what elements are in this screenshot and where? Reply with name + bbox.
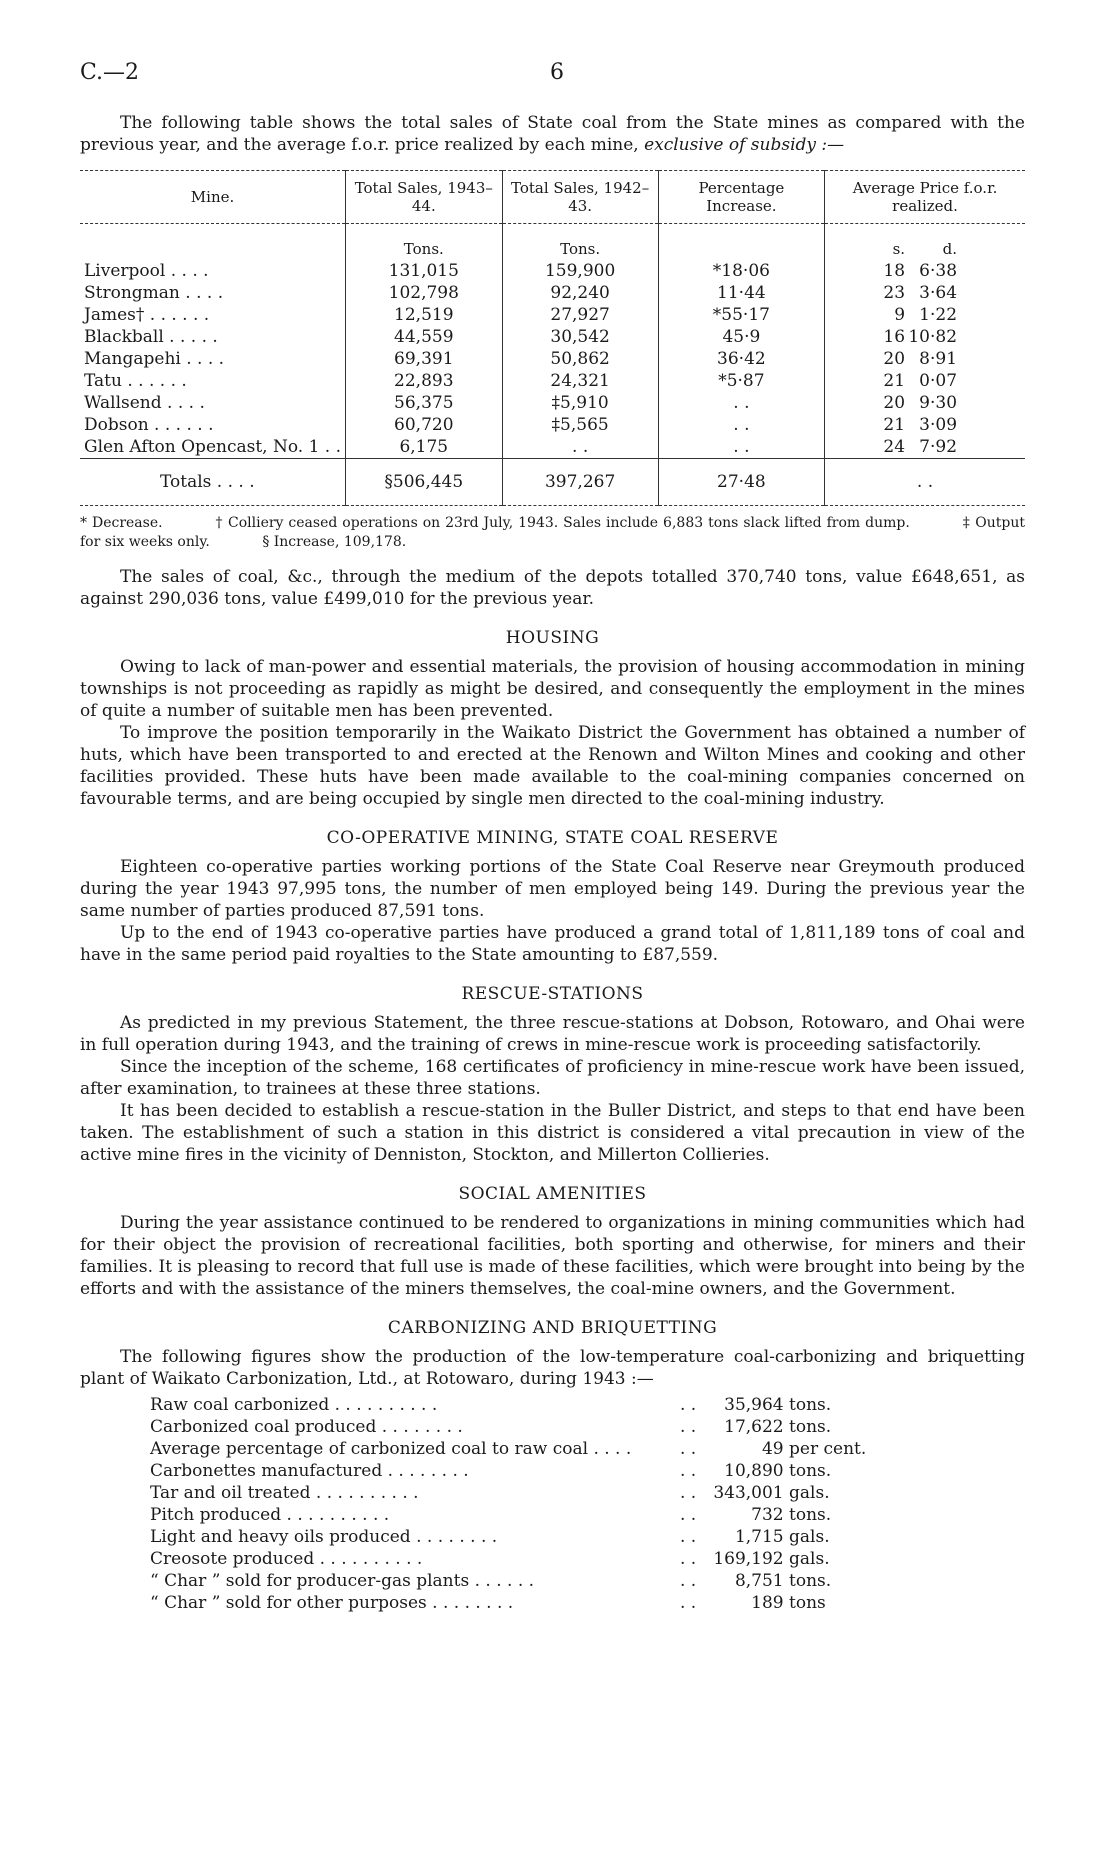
totals-percentage: 27·48 [658, 459, 824, 506]
item-value: 8,751 [734, 1571, 784, 1591]
sales-1943: 102,798 [346, 282, 503, 304]
percentage: 45·9 [658, 326, 824, 348]
item-unit: gals. [789, 1549, 830, 1569]
depots-paragraph: The sales of coal, &c., through the medium of the depots totalled 370,740 tons, value £648,651, as against 290,036 tons, value £499,010 for the previous year. [80, 567, 1025, 609]
item-value: 169,192 [713, 1549, 784, 1569]
unit-tons: Tons. [346, 224, 503, 261]
mine-name: Mangapehi . . . . [84, 349, 225, 369]
list-item: Carbonized coal produced . . . . . . . . . . 17,622 tons. [150, 1417, 832, 1437]
mine-name: Glen Afton Opencast, No. 1 . . [84, 437, 342, 457]
price-shillings: 24 [883, 437, 906, 457]
intro-text: The following table shows the total sales of State coal from the State mines as compared with the previous year, and the average f.o.r. price realized by each mine, [80, 113, 1025, 155]
sales-1942: 50,862 [502, 348, 658, 370]
mine-name: Tatu . . . . . . [84, 371, 187, 391]
percentage: *55·17 [658, 304, 824, 326]
price-shillings: 23 [883, 283, 906, 303]
table-row [80, 370, 1025, 392]
sales-1942: 27,927 [502, 304, 658, 326]
item-unit: tons. [789, 1461, 832, 1481]
item-value: 49 [761, 1439, 784, 1459]
paragraph: It has been decided to establish a rescue-station in the Buller District, and steps to that end have been taken. The establishment of such a station in this district is considered a vital precaution in view of the active mine fires in the vicinity of Denniston, Stockton, and Millerton Collieries. [80, 1101, 1025, 1165]
item-value: 1,715 [734, 1527, 784, 1547]
list-item: Carbonettes manufactured . . . . . . . . . . 10,890 tons. [150, 1461, 832, 1481]
table-row [80, 348, 1025, 370]
price-pence: 7·92 [919, 437, 958, 457]
production-list [150, 1394, 867, 1614]
paragraph: As predicted in my previous Statement, the three rescue-stations at Dobson, Rotowaro, and Ohai were in full operation during 1943, and the training of crews in mine-rescue work is proceeding satisfactorily. [80, 1013, 1025, 1055]
price-shillings: 9 [894, 305, 906, 325]
mine-name: James† . . . . . . [84, 305, 210, 325]
percentage: 11·44 [658, 282, 824, 304]
totals-sales-1942: 397,267 [502, 459, 658, 506]
table-row [80, 304, 1025, 326]
item-unit: tons. [789, 1571, 832, 1591]
mine-name: Liverpool . . . . [84, 261, 209, 281]
price-pence: 1·22 [919, 305, 958, 325]
list-item: “ Char ” sold for producer-gas plants . . . . . . . . 8,751 tons. [150, 1571, 832, 1591]
item-unit: gals. [789, 1527, 830, 1547]
unit-pence: d. [942, 240, 958, 258]
footnote: † Colliery ceased operations on 23rd July, 1943. Sales include 6,883 tons slack lifted from dump. [215, 515, 910, 531]
item-value: 10,890 [724, 1461, 784, 1481]
paragraph: Owing to lack of man-power and essential materials, the provision of housing accommodation in mining townships is not proceeding as rapidly as might be desired, and consequently the employment in the mines of quite a number of suitable men has been prevented. [80, 657, 1025, 721]
table-row [80, 392, 1025, 414]
footnote: ‡ Output for six weeks only. [80, 515, 1025, 550]
sales-1942: 92,240 [502, 282, 658, 304]
item-label: “ Char ” sold for other purposes . . . . . . . . [150, 1593, 514, 1613]
header-percentage: Percentage Increase. [658, 171, 824, 224]
totals-price: . . [825, 459, 1025, 506]
page-header [80, 60, 1025, 104]
header-sales-1942: Total Sales, 1942–43. [502, 171, 658, 224]
table-footnotes [80, 514, 1025, 552]
list-item: Creosote produced . . . . . . . . . . . . 169,192 gals. [150, 1549, 830, 1569]
report-id: C.—2 [80, 60, 140, 85]
mine-name: Dobson . . . . . . [84, 415, 214, 435]
price-shillings: 18 [883, 261, 906, 281]
item-label: Raw coal carbonized . . . . . . . . . . [150, 1395, 438, 1415]
table-row [80, 260, 1025, 282]
item-value: 189 [751, 1593, 784, 1613]
units-row [80, 224, 1025, 261]
unit-shillings: s. [892, 240, 906, 258]
sales-1943: 44,559 [346, 326, 503, 348]
table-row [80, 414, 1025, 436]
sales-1942: 159,900 [502, 260, 658, 282]
item-value: 35,964 [724, 1395, 784, 1415]
header-avg-price: Average Price f.o.r. realized. [825, 171, 1025, 224]
section-title-cooperative: CO-OPERATIVE MINING, STATE COAL RESERVE [326, 828, 779, 848]
percentage: . . [658, 414, 824, 436]
section-title-rescue: RESCUE-STATIONS [461, 984, 644, 1004]
sales-1943: 56,375 [346, 392, 503, 414]
price-shillings: 16 [883, 327, 906, 347]
item-label: “ Char ” sold for producer-gas plants . . . . . . [150, 1571, 535, 1591]
totals-sales-1943: §506,445 [346, 459, 503, 506]
paragraph: The following figures show the production of the low-temperature coal-carbonizing and briquetting plant of Waikato Carbonization, Ltd., at Rotowaro, during 1943 :— [80, 1347, 1025, 1389]
price-pence: 0·07 [919, 371, 958, 391]
item-unit: per cent. [789, 1439, 867, 1459]
item-value: 732 [751, 1505, 784, 1525]
sales-1943: 22,893 [346, 370, 503, 392]
price-pence: 8·91 [919, 349, 958, 369]
sales-1942: 30,542 [502, 326, 658, 348]
percentage: . . [658, 436, 824, 459]
price-pence: 3·64 [919, 283, 958, 303]
price-shillings: 21 [883, 415, 906, 435]
header-sales-1943: Total Sales, 1943–44. [346, 171, 503, 224]
sales-1943: 6,175 [346, 436, 503, 459]
sales-1943: 131,015 [346, 260, 503, 282]
paragraph: During the year assistance continued to be rendered to organizations in mining communities which had for their object the provision of recreational facilities, both sporting and otherwise, for miners and their families. It is pleasing to record that full use is made of these facilities, which were brought into being by the efforts and with the assistance of the miners themselves, the coal-mine owners, and the Government. [80, 1213, 1025, 1299]
mine-name: Wallsend . . . . [84, 393, 205, 413]
sales-1943: 69,391 [346, 348, 503, 370]
price-pence: 9·30 [919, 393, 958, 413]
item-label: Carbonized coal produced . . . . . . . . [150, 1417, 463, 1437]
table-row [80, 436, 1025, 459]
sales-1943: 12,519 [346, 304, 503, 326]
coal-sales-table [80, 170, 1025, 506]
paragraph: Eighteen co-operative parties working portions of the State Coal Reserve near Greymouth produced during the year 1943 97,995 tons, the number of men employed being 149. During the previous year the same number of parties produced 87,591 tons. [80, 857, 1025, 921]
percentage: . . [658, 392, 824, 414]
sales-1942: 24,321 [502, 370, 658, 392]
item-value: 343,001 [713, 1483, 784, 1503]
item-label: Tar and oil treated . . . . . . . . . . [150, 1483, 419, 1503]
item-value: 17,622 [724, 1417, 784, 1437]
mine-name: Strongman . . . . [84, 283, 224, 303]
percentage: *18·06 [658, 260, 824, 282]
list-item: “ Char ” sold for other purposes . . . . . . . . . . 189 tons [150, 1593, 826, 1613]
footnote: * Decrease. [80, 515, 163, 531]
totals-label: Totals . . . . [80, 459, 346, 506]
footnote: § Increase, 109,178. [262, 534, 407, 550]
list-item: Raw coal carbonized . . . . . . . . . . . . 35,964 tons. [150, 1395, 832, 1415]
item-unit: tons. [789, 1505, 832, 1525]
paragraph: To improve the position temporarily in the Waikato District the Government has obtained a number of huts, which have been transported to and erected at the Renown and Wilton Mines and cooking and other facilities provided. These huts have been made available to the coal-mining companies concerned on favourable terms, and are being occupied by single men directed to the coal-mining industry. [80, 723, 1025, 809]
price-shillings: 20 [883, 393, 906, 413]
item-label: Pitch produced . . . . . . . . . . [150, 1505, 390, 1525]
section-title-housing: HOUSING [505, 628, 600, 648]
header-mine: Mine. [190, 188, 235, 206]
intro-paragraph [80, 112, 1025, 156]
list-item: Pitch produced . . . . . . . . . . . . 732 tons. [150, 1505, 832, 1525]
item-label: Creosote produced . . . . . . . . . . [150, 1549, 423, 1569]
list-item: Average percentage of carbonized coal to raw coal . . . . . . 49 per cent. [150, 1439, 867, 1459]
list-item: Light and heavy oils produced . . . . . . . . . . 1,715 gals. [150, 1527, 830, 1547]
sales-1942: ‡5,565 [502, 414, 658, 436]
item-label: Average percentage of carbonized coal to raw coal . . . . [150, 1439, 632, 1459]
section-title-carbonizing: CARBONIZING AND BRIQUETTING [387, 1318, 718, 1338]
price-pence: 3·09 [919, 415, 958, 435]
document-page [80, 60, 1025, 1614]
percentage: *5·87 [658, 370, 824, 392]
paragraph: Up to the end of 1943 co-operative parties have produced a grand total of 1,811,189 tons of coal and have in the same period paid royalties to the State amounting to £87,559. [80, 923, 1025, 965]
item-unit: tons. [789, 1395, 832, 1415]
item-label: Carbonettes manufactured . . . . . . . . [150, 1461, 469, 1481]
mine-name: Blackball . . . . . [84, 327, 218, 347]
sales-1942: ‡5,910 [502, 392, 658, 414]
item-unit: tons [789, 1593, 826, 1613]
unit-tons: Tons. [502, 224, 658, 261]
price-pence: 6·38 [919, 261, 958, 281]
table-row [80, 282, 1025, 304]
list-item: Tar and oil treated . . . . . . . . . . . . 343,001 gals. [150, 1483, 830, 1503]
paragraph: Since the inception of the scheme, 168 certificates of proficiency in mine-rescue work have been issued, after examination, to trainees at these three stations. [80, 1057, 1025, 1099]
table-row [80, 326, 1025, 348]
price-shillings: 21 [883, 371, 906, 391]
page-number: 6 [550, 60, 564, 85]
price-shillings: 20 [883, 349, 906, 369]
item-unit: tons. [789, 1417, 832, 1437]
price-pence: 10·82 [908, 327, 958, 347]
table-header-row [80, 171, 1025, 224]
percentage: 36·42 [658, 348, 824, 370]
intro-emphasis: exclusive of subsidy :— [644, 135, 845, 155]
item-label: Light and heavy oils produced . . . . . . . . [150, 1527, 498, 1547]
item-unit: gals. [789, 1483, 830, 1503]
section-title-social: SOCIAL AMENITIES [458, 1184, 647, 1204]
totals-row [80, 459, 1025, 506]
sales-1943: 60,720 [346, 414, 503, 436]
sales-1942: . . [502, 436, 658, 459]
